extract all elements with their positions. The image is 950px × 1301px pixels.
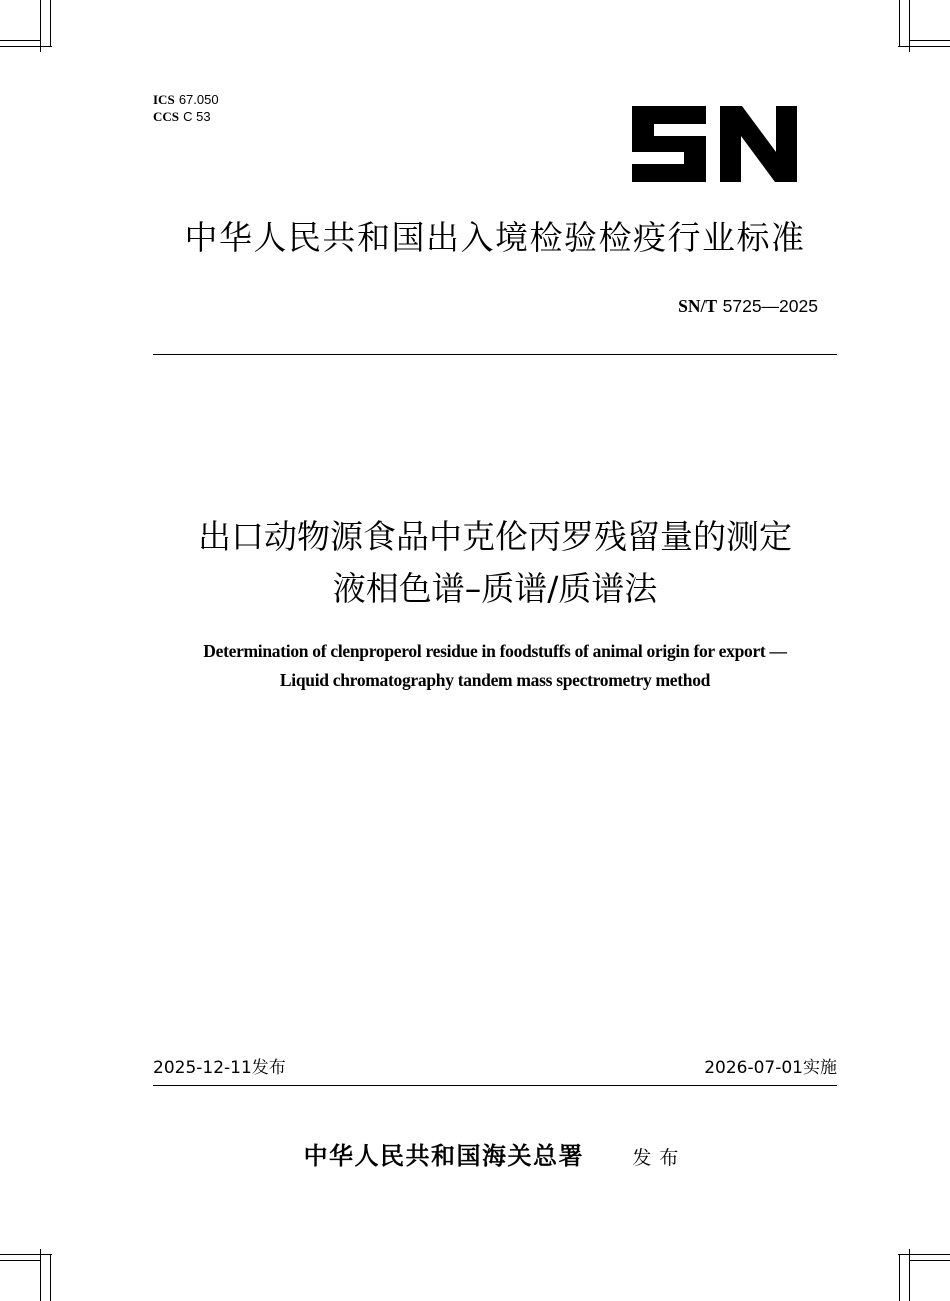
crop-mark (0, 46, 52, 47)
standard-code: 5725—2025 (722, 296, 818, 316)
title-en-line2: Liquid chromatography tandem mass spectrometry method (279, 670, 711, 690)
title-en-line1: Determination of clenproperol residue in foodstuffs of animal origin for export — (203, 641, 787, 661)
issue-date: 2025-12-11发布 (153, 1058, 286, 1078)
crop-mark (50, 0, 51, 46)
crop-mark (40, 1249, 41, 1301)
standard-prefix: SN/T (678, 296, 718, 316)
crop-mark (910, 40, 950, 41)
crop-mark (40, 0, 41, 52)
title-cn-line2: 液相色谱–质谱/质谱法 (332, 569, 658, 608)
standard-number (678, 294, 818, 319)
crop-mark (0, 1254, 52, 1255)
sn-logo (628, 100, 800, 188)
classification-codes (153, 92, 219, 126)
header-divider (153, 354, 837, 355)
issuer-name: 中华人民共和国海关总署 (303, 1141, 585, 1170)
issuer-line (153, 1138, 837, 1176)
ccs-value: C 53 (183, 109, 211, 124)
ccs-code (153, 109, 219, 126)
crop-mark (0, 1260, 40, 1261)
issuer-action: 发布 (632, 1147, 687, 1169)
ccs-label: CCS (153, 109, 180, 124)
crop-mark (50, 1255, 51, 1301)
ics-value: 67.050 (178, 92, 219, 107)
crop-mark (909, 1249, 910, 1301)
standard-category: 中华人民共和国出入境检验检疫行业标准 (184, 218, 806, 257)
title-cn-line1: 出口动物源食品中克伦丙罗残留量的测定 (198, 517, 792, 556)
crop-mark (898, 1254, 950, 1255)
crop-mark (898, 46, 950, 47)
ics-label: ICS (153, 92, 175, 107)
crop-mark (910, 1260, 950, 1261)
crop-mark (0, 40, 40, 41)
footer-divider (153, 1085, 837, 1086)
ics-code (153, 92, 219, 109)
crop-mark (899, 1255, 900, 1301)
implementation-date: 2026-07-01实施 (704, 1058, 837, 1078)
crop-mark (909, 0, 910, 52)
crop-mark (899, 0, 900, 46)
